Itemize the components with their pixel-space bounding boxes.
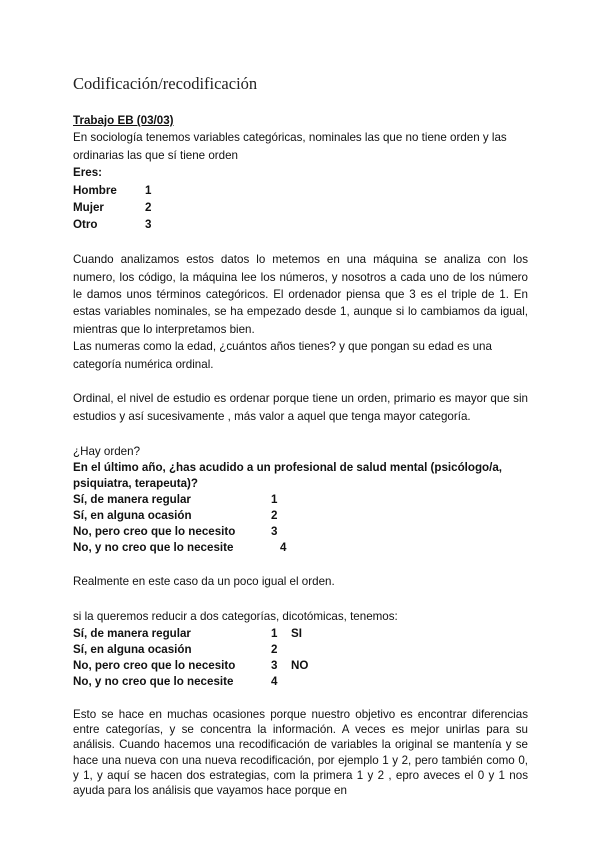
q2-option [73,492,528,508]
section-heading: Trabajo EB (03/03) [73,114,174,127]
option-label: Sí, en alguna ocasión [73,642,192,656]
option-code: 2 [145,201,152,215]
option-code: 3 [271,658,278,672]
document-body [73,112,528,798]
q1-label: Eres: [73,166,103,180]
q2-option [73,524,528,540]
paragraph: Esto se hace en muchas ocasiones porque nuestro objetivo es encontrar diferencias entre categorías, y se concentra la información. A veces es mejor unirlas para su análisis. Cuando hacemos una recodificación de variables la original se mantenía y se hace una nueva con una nueva recodificación, por ejemplo 1 y 2, pero también como 0, y 1, y aquí se hacen dos estrategias, com la primera 1 y 2 , epro aveces el 0 y 1 nos ayuda para los análisis que vayamos hace porque en [73,708,528,798]
q3-option [73,674,528,690]
q1-options [73,182,528,234]
option-label: No, y no creo que lo necesite [73,541,234,555]
paragraph: Ordinal, el nivel de estudio es ordenar porque tiene un orden, primario es mayor que sin estudios y así sucesivamente , más valor a aquel que tenga mayor categoría. [73,392,528,423]
q2-question: En el último año, ¿has acudido a un profesional de salud mental (psicólogo/a, psiquiatra, terapeuta)? [73,461,503,491]
option-label: Mujer [73,201,104,215]
option-code: 3 [145,218,152,232]
option-code: 2 [271,509,278,523]
q3-block [73,626,528,690]
option-code: 3 [271,525,278,539]
q1-option [73,182,528,199]
q3-option [73,642,528,658]
option-label: Sí, en alguna ocasión [73,509,192,523]
q2-block [73,460,528,556]
option-code: 4 [280,541,287,555]
option-code: 4 [271,674,278,688]
option-label: Sí, de manera regular [73,493,191,507]
option-label: Sí, de manera regular [73,626,191,640]
q2-option [73,540,528,556]
option-code: 2 [271,642,278,656]
hay-orden-text: ¿Hay orden? [73,444,141,458]
intro-paragraph: En sociología tenemos variables categóricas, nominales las que no tiene orden y las ordinarias las que sí tiene orden [73,131,507,162]
q3-option [73,626,528,642]
option-code: 1 [145,183,152,197]
paragraph: si la queremos reducir a dos categorías, dicotómicas, tenemos: [73,610,398,624]
q2-option [73,508,528,524]
option-label: No, pero creo que lo necesito [73,525,236,539]
q3-option [73,658,528,674]
option-label: Otro [73,218,98,232]
q1-option [73,199,528,216]
option-label: No, y no creo que lo necesite [73,674,234,688]
option-group: NO [291,658,309,672]
paragraph: Realmente en este caso da un poco igual el orden. [73,575,335,589]
paragraph: Cuando analizamos estos datos lo metemos en una máquina se analiza con los numero, los código, la máquina lee los números, y nosotros a cada uno de los número le damos unos términos categóricos. El ordenador piensa que 3 es el triple de 1. En estas variables nominales, se ha empezado desde 1, aunque si lo cambiamos da igual, mientras que lo interpretamos bien. [73,253,528,336]
option-code: 1 [271,626,278,640]
page-title: Codificación/recodificación [73,74,258,93]
option-group: SI [291,626,302,640]
paragraph: Las numeras como la edad, ¿cuántos años tienes? y que pongan su edad es una categoría numérica ordinal. [73,340,492,371]
option-label: Hombre [73,183,117,197]
option-label: No, pero creo que lo necesito [73,658,236,672]
q1-option [73,216,528,233]
option-code: 1 [271,493,278,507]
